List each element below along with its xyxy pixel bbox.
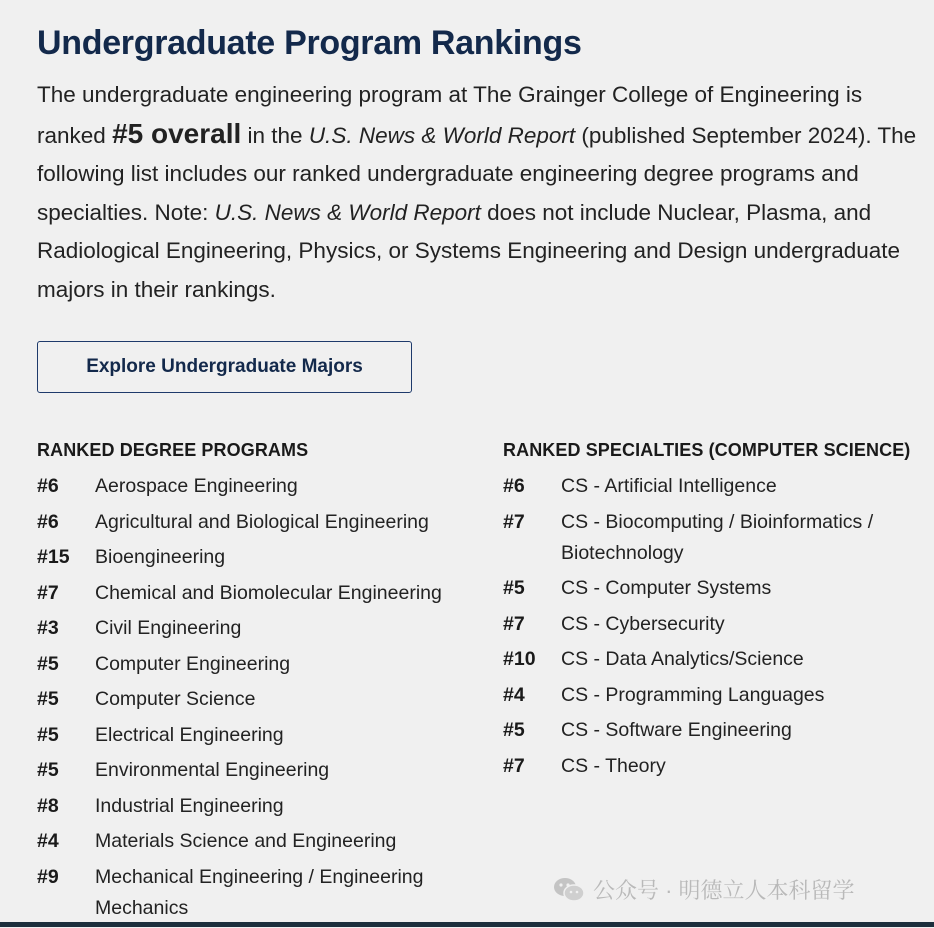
program-name: Industrial Engineering <box>95 794 284 817</box>
program-name: CS - Artificial Intelligence <box>561 475 777 497</box>
page-title: Undergraduate Program Rankings <box>37 24 582 62</box>
rank-number: #3 <box>37 617 59 639</box>
program-name: Agricultural and Biological Engineering <box>95 510 429 533</box>
rank-number: #5 <box>37 723 59 746</box>
intro-text-2: in the <box>241 122 309 148</box>
rank-number: #7 <box>503 754 525 777</box>
rank-number: #7 <box>37 581 59 604</box>
degree-programs-heading: RANKED DEGREE PROGRAMS <box>37 440 309 460</box>
program-name: CS - Software Engineering <box>561 719 792 741</box>
ranking-row <box>503 471 923 502</box>
rank-number: #7 <box>503 612 525 635</box>
specialties-heading: RANKED SPECIALTIES (COMPUTER SCIENCE) <box>503 440 911 460</box>
rank-number: #4 <box>37 830 59 852</box>
ranking-row <box>37 542 477 573</box>
rank-number: #10 <box>503 648 536 670</box>
wechat-icon <box>553 876 585 904</box>
ranking-row <box>37 649 477 680</box>
watermark <box>553 874 855 905</box>
program-name: CS - Biocomputing / Bioinformatics / Biotechnology <box>561 510 874 564</box>
program-name: Bioengineering <box>95 546 226 568</box>
overall-rank: #5 overall <box>112 117 242 149</box>
intro-text-4: does not include Nuclear, Plasma, and Radiological Engineering, Physics, or Systems Engineering and Design undergraduate majors in their rankings. <box>37 199 901 302</box>
program-name: CS - Data Analytics/Science <box>561 648 804 670</box>
ranking-row <box>37 791 477 822</box>
ranking-row <box>503 507 923 569</box>
rank-number: #8 <box>37 794 59 817</box>
ranking-row <box>37 720 477 751</box>
ranking-row <box>37 755 477 786</box>
program-name: Computer Engineering <box>95 652 291 675</box>
ranking-row <box>37 507 477 538</box>
program-name: Civil Engineering <box>95 617 242 639</box>
program-name: CS - Programming Languages <box>561 683 825 706</box>
rank-number: #5 <box>503 719 525 741</box>
ranking-row <box>503 644 923 675</box>
ranking-row <box>37 684 477 715</box>
program-name: Aerospace Engineering <box>95 475 298 497</box>
rank-number: #7 <box>503 510 525 533</box>
ranking-row <box>503 751 923 782</box>
ranking-row <box>37 826 477 857</box>
program-name: Computer Science <box>95 688 256 710</box>
rank-number: #6 <box>37 475 59 497</box>
rank-number: #9 <box>37 865 59 888</box>
ranking-row <box>37 471 477 502</box>
ranking-row <box>503 609 923 640</box>
intro-text-1: The undergraduate engineering program at The Grainger College of Engineering is ranked <box>37 82 863 148</box>
rank-number: #6 <box>37 510 59 533</box>
specialties-list <box>503 440 923 786</box>
program-name: Chemical and Biomolecular Engineering <box>95 581 442 604</box>
ranking-row <box>37 862 477 924</box>
ranking-row <box>503 680 923 711</box>
ranking-row <box>503 573 923 604</box>
source-name-2: U.S. News & World Report <box>214 199 481 225</box>
bottom-bar <box>0 922 934 927</box>
program-name: Materials Science and Engineering <box>95 830 397 852</box>
program-name: CS - Computer Systems <box>561 577 772 599</box>
program-name: CS - Theory <box>561 754 666 777</box>
degree-programs-list <box>37 440 477 928</box>
explore-majors-button[interactable]: Explore Undergraduate Majors <box>37 341 412 393</box>
ranking-row <box>37 578 477 609</box>
source-name: U.S. News & World Report <box>308 122 576 148</box>
program-name: Mechanical Engineering / Engineering Mechanics <box>95 865 424 919</box>
intro-paragraph <box>37 76 922 309</box>
ranking-row <box>37 613 477 644</box>
watermark-text: 公众号 · 明德立人本科留学 <box>593 878 855 903</box>
rank-number: #5 <box>37 759 59 781</box>
program-name: Electrical Engineering <box>95 723 284 746</box>
rank-number: #6 <box>503 475 525 497</box>
rank-number: #5 <box>37 652 59 675</box>
rank-number: #5 <box>503 577 525 599</box>
program-name: Environmental Engineering <box>95 759 330 781</box>
program-name: CS - Cybersecurity <box>561 612 725 635</box>
rank-number: #5 <box>37 688 59 710</box>
rank-number: #15 <box>37 546 70 568</box>
rank-number: #4 <box>503 683 525 706</box>
intro-text-3: (published September 2024). The following list includes our ranked undergraduate engineering degree programs and specialties. Note: <box>37 122 917 225</box>
ranking-row <box>503 715 923 746</box>
